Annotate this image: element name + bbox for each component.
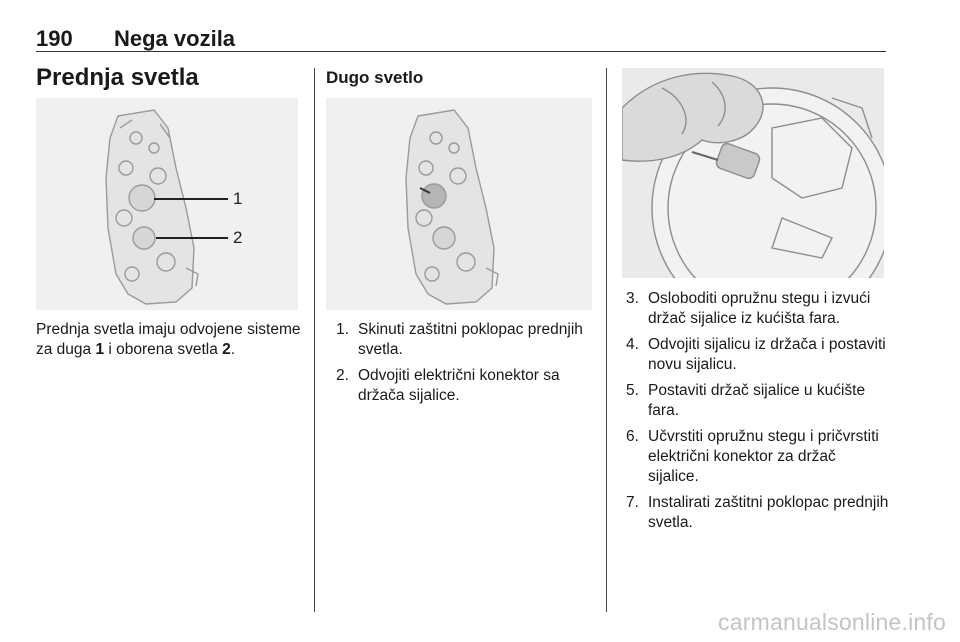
label-ref-1: 1 (95, 341, 105, 358)
step-6: 6. Učvrstiti opružnu stegu i pričvrstiti električni konektor za držač sijalice. (626, 428, 879, 485)
high-beam-figure (326, 98, 592, 310)
headlight-figure (36, 98, 298, 310)
column-divider-1 (314, 68, 315, 612)
step-5: 5. Postaviti držač sijalice u kućište fara. (626, 382, 866, 419)
high-beam-steps (336, 320, 594, 412)
step-3: 3. Osloboditi opružnu stegu i izvući držač sijalice iz kućišta fara. (626, 290, 871, 327)
figure-label-2: 2 (233, 228, 243, 247)
heading-high-beam: Dugo svetlo (326, 68, 424, 87)
column-divider-2 (606, 68, 607, 612)
section-title: Nega vozila (114, 26, 236, 51)
step-2: 2. Odvojiti električni konektor sa držača sijalice. (336, 367, 560, 404)
headlight-description: Prednja svetla imaju odvojene sisteme za duga 1 i oborena svetla 2. (36, 321, 301, 358)
page-number: 190 (36, 26, 73, 51)
bulb-replacement-steps (626, 289, 890, 539)
header-divider (36, 51, 886, 52)
watermark: carmanualsonline.info (718, 609, 946, 635)
figure-label-1: 1 (233, 189, 243, 208)
heading-headlights: Prednja svetla (36, 64, 199, 91)
page-header (36, 26, 886, 52)
bulb-replacement-figure (622, 68, 884, 278)
step-7: 7. Instalirati zaštitni poklopac prednjih svetla. (626, 494, 889, 531)
step-1: 1. Skinuti zaštitni poklopac prednjih svetla. (336, 321, 583, 358)
label-ref-2: 2 (222, 341, 231, 358)
step-4: 4. Odvojiti sijalicu iz držača i postaviti novu sijalicu. (626, 336, 886, 373)
